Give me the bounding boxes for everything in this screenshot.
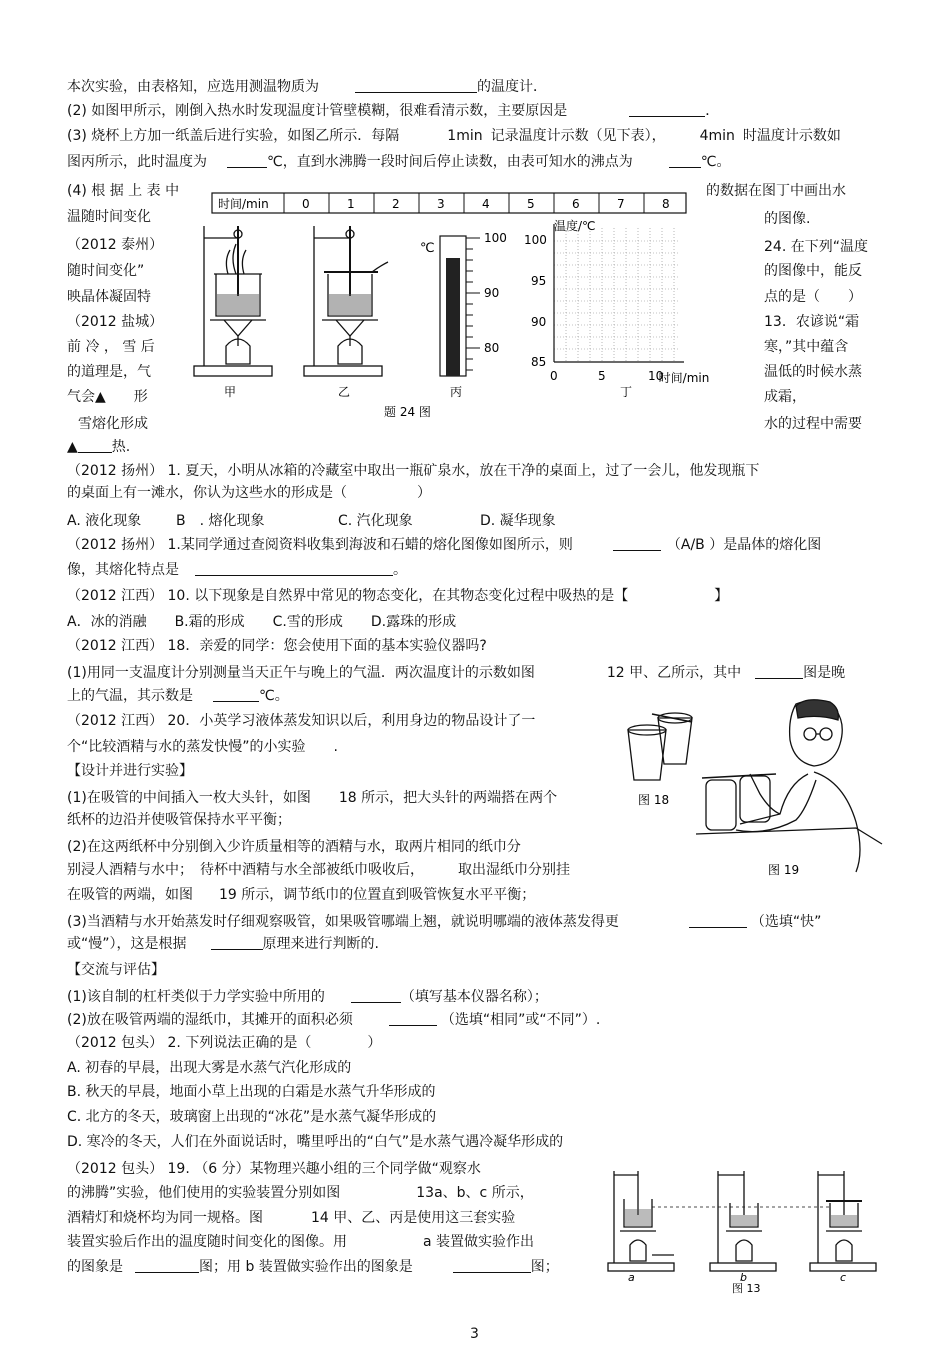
- table-col: 5: [527, 197, 535, 211]
- graph-x-label: 时间/min: [658, 371, 710, 385]
- answer-blank[interactable]: [755, 664, 803, 679]
- text: ▲: [67, 439, 78, 455]
- text: （选填“快”: [750, 914, 822, 930]
- line-3: [67, 127, 841, 145]
- line-46: [67, 1209, 515, 1227]
- page-number: 3: [470, 1326, 479, 1342]
- text: 的温度计．: [477, 79, 547, 95]
- text: (1)用同一支温度计分别测量当天正午与晚上的气温．两次温度计的示数如图: [67, 665, 535, 681]
- thermo-tick: 100: [484, 231, 507, 245]
- label-a: a: [628, 1271, 635, 1284]
- answer-blank[interactable]: [389, 1011, 437, 1026]
- graph-ding: [524, 218, 709, 385]
- line-30: 纸杯的边沿并使吸管保持水平平衡；: [67, 812, 291, 828]
- figure-13: [604, 1165, 888, 1295]
- person-illustration: [696, 700, 882, 872]
- text: ℃，直到水沸腾一段时间后停止读数，由表可知水的沸点为: [267, 154, 633, 170]
- figure-18: [624, 700, 704, 810]
- line-12-left: 的道理是，气: [67, 364, 151, 380]
- line-10-right: 13．农谚说“霜: [764, 314, 860, 330]
- figure-caption: 题 24 图: [384, 405, 431, 419]
- text: （填写基本仪器名称）；: [400, 989, 548, 1005]
- section-heading: 【交流与评估】: [67, 962, 165, 978]
- option-a: A. 初春的早晨，出现大雾是水蒸气汽化形成的: [67, 1060, 352, 1076]
- figure-19-caption: 图 19: [768, 863, 800, 877]
- table-col: 2: [392, 197, 400, 211]
- table-col: 7: [617, 197, 625, 211]
- answer-blank[interactable]: [689, 913, 747, 928]
- text: ．: [705, 103, 720, 119]
- line-8-left: 随时间变化”: [67, 263, 145, 279]
- line-1: [67, 78, 547, 96]
- text: (1)该自制的杠杆类似于力学实验中所用的: [67, 989, 325, 1005]
- text: （2012 江西） 10. 以下现象是自然界中常见的物态变化，在其物态变化过程中吸热的是【: [67, 588, 629, 604]
- line-38: [67, 1011, 600, 1029]
- option-b: B . 熔化现象: [176, 513, 265, 529]
- answer-blank[interactable]: [453, 1258, 531, 1273]
- line-7-left: （2012 泰州）: [67, 237, 164, 253]
- figure-18-caption: 图 18: [638, 793, 670, 807]
- text: (3)当酒精与水开始蒸发时仔细观察吸管，如果吸管哪端上翘，就说明哪端的液体蒸发得更: [67, 914, 619, 930]
- thermo-tick: 80: [484, 341, 500, 355]
- line-4: [67, 153, 730, 171]
- text: 图；: [530, 1259, 559, 1275]
- table-col: 1: [347, 197, 355, 211]
- text: 在吸管的两端，如图: [67, 887, 193, 903]
- line-14-left: 雪熔化形成: [78, 416, 148, 432]
- thermo-unit: ℃: [420, 241, 435, 256]
- label-c: c: [840, 1271, 847, 1284]
- graph-x-tick: 10: [648, 369, 664, 383]
- text: 热.: [111, 439, 131, 455]
- answer-blank[interactable]: [195, 561, 393, 576]
- line-5-left: (4) 根 据 上 表 中: [67, 183, 180, 199]
- line-8-right: 的图像中，能反: [764, 263, 862, 279]
- line-5-right: 的数据在图丁中画出水: [706, 183, 846, 199]
- graph-y-label: 温度/℃: [554, 219, 596, 233]
- line-45: [67, 1184, 534, 1202]
- line-9-left: 映晶体凝固特: [67, 289, 151, 305]
- table-header: 时间/min: [218, 197, 269, 211]
- data-table: [212, 193, 686, 213]
- label-b: b: [740, 1271, 747, 1284]
- beaker-water-yi: [329, 294, 371, 315]
- figure-24: [188, 186, 710, 420]
- line-13-right: 成霜，: [764, 389, 806, 405]
- line-39: （2012 包头） 2. 下列说法正确的是（ ）: [67, 1035, 382, 1051]
- table-col: 8: [662, 197, 670, 211]
- answer-blank[interactable]: [351, 988, 401, 1003]
- text: 图；用 b 装置做实验作出的图象是: [199, 1259, 413, 1275]
- line-27: 个“比较酒精与水的蒸发快慢”的小实验 .: [67, 739, 338, 755]
- option-b: B. 秋天的早晨，地面小草上出现的白霜是水蒸气升华形成的: [67, 1084, 436, 1100]
- table-col: 0: [302, 197, 310, 211]
- graph-x-tick: 5: [598, 369, 606, 383]
- line-14-right: 水的过程中需要: [764, 416, 862, 432]
- text: 1min: [447, 128, 483, 144]
- graph-grid: [554, 228, 680, 362]
- line-37: [67, 988, 548, 1006]
- option-c: C. 北方的冬天，玻璃窗上出现的“冰花”是水蒸气凝华形成的: [67, 1109, 437, 1125]
- text: 上的气温，其示数是: [67, 688, 193, 704]
- line-31: (2)在这两纸杯中分别倒入少许质量相等的酒精与水，取两片相同的纸巾分: [67, 839, 521, 855]
- figure-24-drawing: [188, 186, 710, 420]
- option-d: D. 凝华现象: [480, 513, 556, 529]
- text: 本次实验，由表格知，应选用测温物质为: [67, 79, 319, 95]
- option-d: D. 寒冷的冬天，人们在外面说话时，嘴里呼出的“白气”是水蒸气遇冷凝华形成的: [67, 1134, 564, 1150]
- text: (1)在吸管的中间插入一枚大头针，如图: [67, 790, 311, 806]
- line-44: （2012 包头） 19. （6 分）某物理兴趣小组的三个同学做“观察水: [67, 1161, 481, 1177]
- text: 像，其熔化特点是: [67, 562, 179, 578]
- text: 或“慢”），这是根据: [67, 936, 187, 952]
- answer-blank[interactable]: [629, 102, 705, 117]
- line-16: （2012 扬州） 1. 夏天，小明从冰箱的冷藏室中取出一瓶矿泉水，放在干净的桌面上，过了一会儿，他发现瓶下: [67, 463, 760, 479]
- answer-blank[interactable]: [227, 153, 267, 168]
- answer-blank[interactable]: [78, 438, 112, 453]
- text: 14 甲、乙、丙是使用这三套实验: [311, 1210, 516, 1226]
- graph-x-tick: 0: [550, 369, 558, 383]
- table-col: 6: [572, 197, 580, 211]
- text: 酒精灯和烧杯均为同一规格。图: [67, 1210, 263, 1226]
- text: 19 所示，调节纸巾的位置直到吸管恢复水平平衡；: [219, 887, 536, 903]
- answer-blank[interactable]: [355, 78, 477, 93]
- line-11-left: 前 冷 ， 雪 后: [67, 339, 155, 355]
- text: 的图象是: [67, 1259, 123, 1275]
- text: （A/B ）是晶体的熔化图: [666, 537, 822, 553]
- beaker-water-jia: [217, 294, 259, 315]
- text: ℃。: [700, 154, 731, 170]
- option-c: C. 汽化现象: [338, 513, 413, 529]
- line-9-right: 点的是（ ）: [764, 289, 862, 305]
- line-6-right: 的图像.: [764, 211, 811, 227]
- label-ding: 丁: [620, 385, 633, 399]
- line-13-left: 气会▲ 形: [67, 389, 148, 405]
- line-22: A．冰的消融 B.霜的形成 C.雪的形成 D.露珠的形成: [67, 614, 457, 630]
- line-29: [67, 789, 557, 807]
- figure-13-caption: 图 13: [732, 1282, 761, 1295]
- answer-blank[interactable]: [669, 153, 701, 168]
- text: (2) 如图甲所示，刚倒入热水时发现温度计管壁模糊，很难看清示数，主要原因是: [67, 103, 568, 119]
- line-32: [67, 861, 570, 879]
- graph-y-tick: 100: [524, 233, 547, 247]
- thermometer-bing: [420, 231, 507, 376]
- text: 原理来进行判断的.: [262, 936, 379, 952]
- label-bing: 丙: [450, 385, 463, 399]
- text: 4min: [699, 128, 735, 144]
- line-15: [67, 438, 130, 456]
- answer-blank[interactable]: [211, 935, 263, 950]
- text: 时温度计示数如: [742, 128, 841, 144]
- text: 】: [714, 588, 729, 604]
- line-25: [67, 687, 289, 705]
- text: 装置实验后作出的温度随时间变化的图像。用: [67, 1234, 347, 1250]
- text: 图丙所示，此时温度为: [67, 154, 207, 170]
- answer-blank[interactable]: [213, 687, 259, 702]
- text: (2)放在吸管两端的湿纸巾，其摊开的面积必须: [67, 1012, 353, 1028]
- thermo-tick: 90: [484, 286, 500, 300]
- figure-19: [696, 694, 886, 884]
- line-23: （2012 江西） 18．亲爱的同学：您会使用下面的基本实验仪器吗?: [67, 638, 487, 654]
- label-jia: 甲: [224, 385, 237, 399]
- graph-y-tick: 95: [531, 274, 547, 288]
- text: 13a、b、c 所示，: [416, 1185, 534, 1201]
- text: 12 甲、乙所示，其中: [606, 665, 742, 681]
- text: （2012 扬州） 1.某同学通过查阅资料收集到海波和石蜡的熔化图像如图所示，则: [67, 537, 573, 553]
- line-26: （2012 江西） 20．小英学习液体蒸发知识以后，利用身边的物品设计了一: [67, 713, 536, 729]
- text: 18 所示，把大头针的两端搭在两个: [338, 790, 558, 806]
- line-21: [67, 587, 728, 605]
- text: ℃。: [259, 688, 289, 704]
- text: 的沸腾”实验，他们使用的实验装置分别如图: [67, 1185, 341, 1201]
- text: 图是晚: [803, 665, 846, 681]
- line-48: [67, 1258, 559, 1276]
- text: (3) 烧杯上方加一纸盖后进行实验，如图乙所示．每隔: [67, 128, 400, 144]
- answer-blank[interactable]: [613, 536, 661, 551]
- graph-y-tick: 85: [531, 355, 547, 369]
- text: （选填“相同”或“不同”）.: [440, 1012, 601, 1028]
- graph-y-tick: 90: [531, 315, 547, 329]
- line-33: [67, 886, 535, 904]
- line-47: [67, 1233, 534, 1251]
- cups-illustration: [628, 713, 692, 780]
- table-col: 4: [482, 197, 490, 211]
- section-heading: 【设计并进行实验】: [67, 763, 193, 779]
- line-20: [67, 561, 407, 579]
- text: 取出湿纸巾分别挂: [458, 862, 570, 878]
- line-11-right: 寒，”其中蕴含: [764, 339, 849, 355]
- line-24: [67, 664, 845, 682]
- text: 记录温度计示数（见下表），: [490, 128, 666, 144]
- line-12-right: 温低的时候水蒸: [764, 364, 862, 380]
- option-a: A. 液化现象: [67, 513, 142, 529]
- line-6-left: 温随时间变化: [67, 209, 151, 225]
- table-col: 3: [437, 197, 445, 211]
- line-10-left: （2012 盐城）: [67, 314, 164, 330]
- text: a 装置做实验作出: [423, 1234, 535, 1250]
- answer-blank[interactable]: [135, 1258, 199, 1273]
- line-19: [67, 536, 821, 554]
- line-17: 的桌面上有一滩水，你认为这些水的形成是（ ）: [67, 485, 431, 501]
- line-34: [67, 913, 821, 931]
- text: 别浸人酒精与水中； 待杯中酒精与水全部被纸巾吸收后，: [67, 862, 424, 878]
- line-7-right: 24. 在下列“温度: [764, 239, 868, 255]
- line-2: [67, 102, 719, 120]
- line-35: [67, 935, 379, 953]
- text: 。: [393, 562, 407, 578]
- label-yi: 乙: [338, 385, 351, 399]
